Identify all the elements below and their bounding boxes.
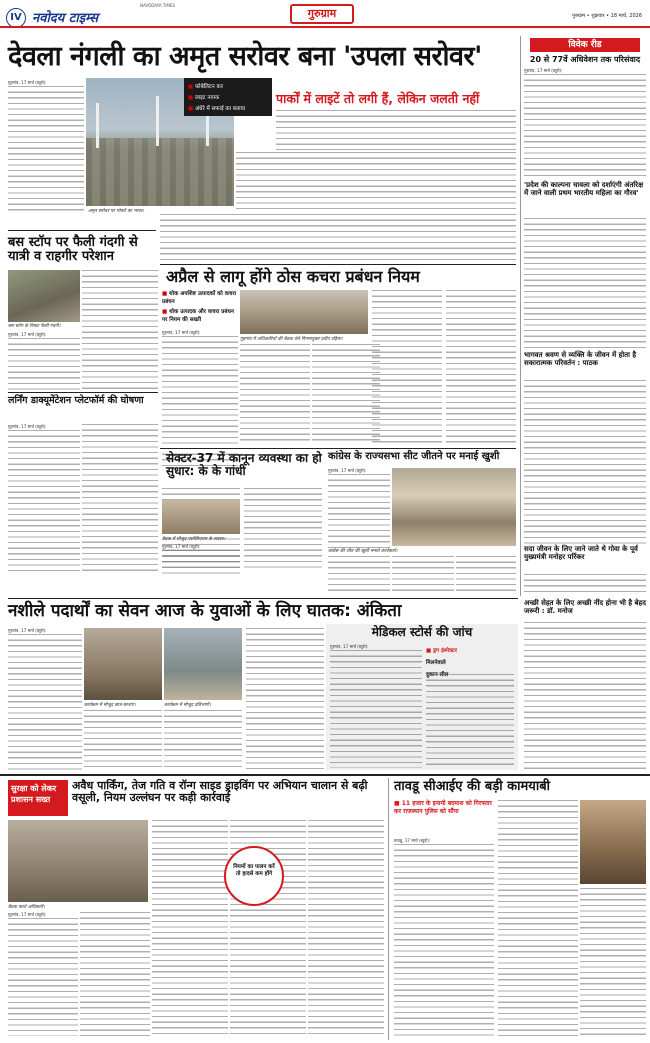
right-dateline: गुड़गांव, 17 मार्च (ब्यूरो): xyxy=(524,68,563,73)
sector-dateline: गुड़गांव, 17 मार्च (ब्यूरो): xyxy=(162,544,201,549)
lead-body-right xyxy=(276,110,516,150)
lead-body-mid xyxy=(236,152,516,212)
waste-body-4 xyxy=(372,290,442,444)
bottom-body-1 xyxy=(8,912,78,1036)
medical-body-2 xyxy=(426,674,514,768)
bottom-caption: बैठक करते अधिकारी। xyxy=(8,905,45,910)
taoru-sub: ■ 11 हजार के इनामी बदमाश को गिरफ्तार कर राजस्थान पुलिस को सौंपा xyxy=(394,800,492,815)
lead-col-1 xyxy=(8,80,84,212)
right-body-5 xyxy=(524,622,646,770)
safety-tag: सुरक्षा को लेकर प्रशासन सख्त xyxy=(8,780,68,816)
taoru-headline: तावडू सीआईए की बड़ी कामयाबी xyxy=(394,779,550,794)
waste-body-1 xyxy=(162,330,238,470)
right-headline-3: भागवत श्रवण से व्यक्ति के जीवन में होता है सकारात्मक परिवर्तन : पाठक xyxy=(524,351,637,367)
right-tag: विवेक रीड xyxy=(530,38,640,52)
lead-caption: अमृत सरोवर पर गोबरों का भराव। xyxy=(88,209,145,214)
sector-body-2 xyxy=(244,488,322,572)
taoru-body-1 xyxy=(394,838,494,1036)
right-body-3 xyxy=(524,380,646,544)
medical-tag-3: दुकान सील xyxy=(426,672,449,678)
lerning-dateline: गुड़गांव, 17 मार्च (ब्यूरो): xyxy=(8,424,47,429)
lerning-headline: लर्निंग डाक्यूमेंटेशन प्लेटफॉर्म की घोषणा xyxy=(8,395,144,406)
bus-caption: बस स्टॉप के निकट फैली गंदगी। xyxy=(8,324,61,329)
taoru-body-3 xyxy=(580,888,646,1036)
medical-tag-1: ■ ड्रग इंस्पेक्टर xyxy=(426,648,458,654)
lerning-body-2 xyxy=(82,424,158,574)
drug-dateline: गुड़गांव, 17 मार्च (ब्यूरो): xyxy=(8,628,47,633)
right-headline-5: अच्छी सेहत के लिए अच्छी नींद होना भी है बेहद जरूरी : डॉ. मनोज xyxy=(524,599,646,615)
right-headline-1: 20 से 77वें अधिवेशन तक परिसंवाद xyxy=(529,55,641,64)
bottom-body-2 xyxy=(80,912,150,1036)
medical-dateline: गुड़गांव, 17 मार्च (ब्यूरो): xyxy=(330,644,369,649)
right-headline-2: 'प्रदेश की काल्पना चावला को दर्शाएंगी अंतरिक्ष में जाने वाली प्रथम भारतीय महिला का गौरव' xyxy=(524,181,644,197)
bottom-dateline: गुड़गांव, 17 मार्च (ब्यूरो): xyxy=(8,912,47,917)
bottom-photo xyxy=(8,820,148,902)
bus-body-2 xyxy=(8,332,80,390)
sector-caption: बैठक में मौजूद एसोसिएशन के सदस्य। xyxy=(162,537,226,542)
drug-photo-right xyxy=(164,628,242,700)
taoru-photo xyxy=(580,800,646,884)
drug-body-3 xyxy=(164,710,242,770)
lead-headline: देवला नंगली का अमृत सरोवर बना 'उपला सरोवर' xyxy=(8,41,482,72)
lead-dateline: गुड़गांव, 17 मार्च (ब्यूरो): xyxy=(8,80,47,85)
bus-body-1 xyxy=(82,270,158,390)
taoru-body-2 xyxy=(498,800,578,1036)
lead-bullet-box xyxy=(184,78,272,116)
congress-photo xyxy=(392,468,516,546)
waste-bullet-1: ■ थोक अपशिष्ट उत्पादकों को कचरा प्रबंधन xyxy=(162,290,238,306)
congress-body-1 xyxy=(328,468,390,548)
page-number: IV xyxy=(6,8,26,28)
lead-bullet-3: ■ अंधेरे में सफाई का बताया xyxy=(188,104,245,112)
medical-tag-2: मिलनेवाले xyxy=(426,660,446,666)
bottom-circle-quote: नियमों का पालन करें तो हादसे कम होंगे xyxy=(224,846,284,906)
right-headline-4: सदा जीवन के लिए जाने जाते थे गोवा के पूर्व मुख्यमंत्री मनोहर पर्रिकर xyxy=(524,545,638,561)
section-label: गुरुग्राम xyxy=(290,4,354,24)
drug-body-4 xyxy=(246,628,324,770)
congress-body-3 xyxy=(392,556,454,594)
drug-caption-right: कार्यक्रम में मौजूद प्रतिभागी। xyxy=(164,703,211,708)
drug-photo-left xyxy=(84,628,162,700)
drug-body-1 xyxy=(8,628,82,770)
waste-caption: गुड़गांव में अधिकारियों की बैठक लेते निगमायुक्त प्रदीप दहिया। xyxy=(240,337,343,342)
waste-photo xyxy=(240,290,368,334)
masthead xyxy=(0,0,650,36)
waste-bullets xyxy=(162,290,238,324)
dateline: गुरुग्राम • शुक्रवार • 18 मार्च, 2026 xyxy=(572,13,642,19)
congress-dateline: गुड़गांव, 17 मार्च (ब्यूरो): xyxy=(328,468,367,473)
drug-body-2 xyxy=(84,710,162,770)
taoru-dateline: तावडू, 17 मार्च (ब्यूरो): xyxy=(394,838,431,843)
congress-headline: कांग्रेस के राज्यसभा सीट जीतने पर मनाई खुशी xyxy=(328,451,500,462)
waste-headline: अप्रैल से लागू होंगे ठोस कचरा प्रबंधन नियम xyxy=(166,267,420,286)
right-body-2 xyxy=(524,218,646,348)
brand-sub: NAVODAYA TIMES xyxy=(140,3,176,8)
congress-body-4 xyxy=(456,556,516,594)
sector-body-3 xyxy=(162,544,240,574)
lead-body-lower xyxy=(160,214,516,262)
lead-bullet-2: ■ लाइट नायक xyxy=(188,93,219,101)
waste-dateline: गुड़गांव, 17 मार्च (ब्यूरो): xyxy=(162,330,201,335)
drug-caption-left: कार्यक्रम में मौजूद छात्र-छात्राएं। xyxy=(84,703,136,708)
waste-bullet-2: ■ थोक उत्पादक और कचरा प्रबंधन पर नियम की सख्ती xyxy=(162,308,238,324)
sector-photo xyxy=(162,500,240,534)
waste-body-5 xyxy=(446,290,516,444)
brand-logo: नवोदय टाइम्स xyxy=(32,11,99,26)
lead-subheadline: पार्कों में लाइटें तो लगी हैं, लेकिन जलती नहीं xyxy=(276,91,480,106)
medical-body-1 xyxy=(330,644,422,768)
lead-bullet-1: ■ कोबेलिटन कर xyxy=(188,82,223,90)
medical-box xyxy=(326,624,518,770)
bottom-body-3 xyxy=(152,820,228,1036)
bus-headline: बस स्टॉप पर फैली गंदगी से यात्री व राहगीर परेशान xyxy=(8,235,138,265)
right-body-4 xyxy=(524,574,646,594)
waste-body-3 xyxy=(312,344,380,444)
congress-caption: कांग्रेस की जीत की खुशी मनाते कार्यकर्ता। xyxy=(328,549,398,554)
bottom-body-5 xyxy=(308,820,384,1036)
bus-photo xyxy=(8,270,80,322)
sector-headline: सेक्टर-37 में कानून व्यवस्था का हो सुधार: के के गांधी xyxy=(166,451,322,478)
waste-body-2 xyxy=(240,344,310,444)
drug-headline: नशीले पदार्थों का सेवन आज के युवाओं के लिए घातक: अंकिता xyxy=(8,601,402,621)
lerning-body xyxy=(8,424,80,574)
bus-dateline: गुड़गांव, 17 मार्च (ब्यूरो): xyxy=(8,332,47,337)
congress-body-2 xyxy=(328,556,390,594)
right-body-1 xyxy=(524,68,646,180)
medical-headline: मेडिकल स्टोर्स की जांच xyxy=(371,625,473,639)
bottom-headline: अवैध पार्किंग, तेज गति व रॉन्ग साइड ड्राइविंग पर अभियान चालान से बढ़ी वसूली, नियम उल्लंघन पर कड़ी कार्रवाई xyxy=(72,779,368,804)
